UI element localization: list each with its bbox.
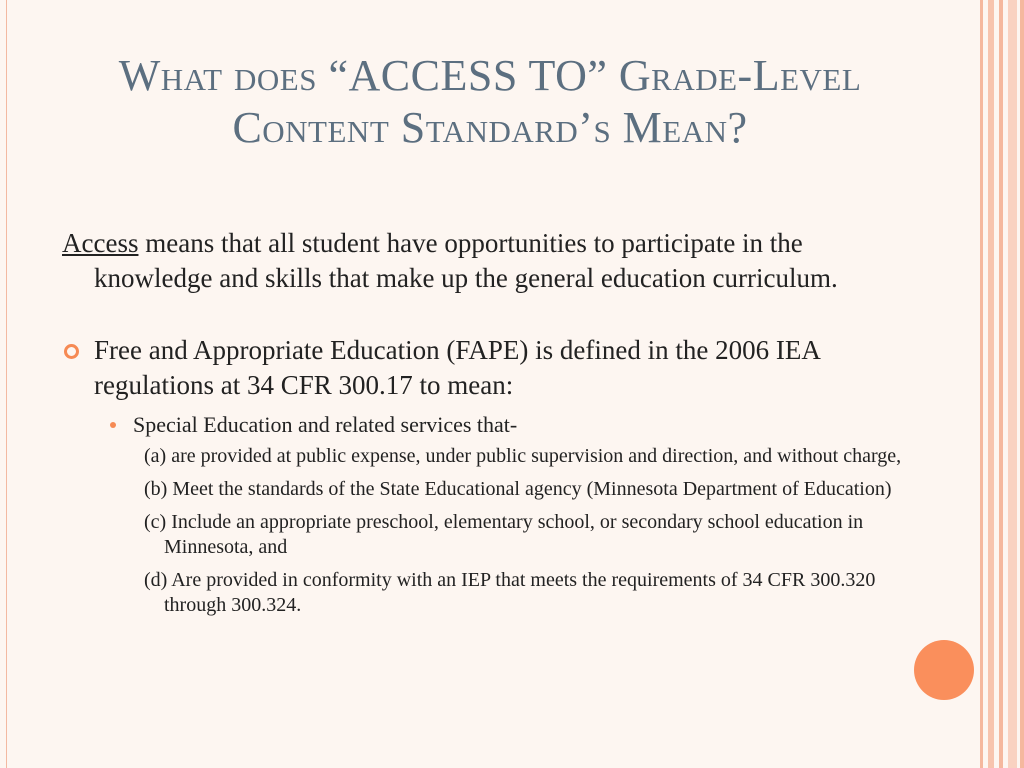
stripe — [1020, 0, 1024, 768]
slide-title — [40, 50, 940, 154]
stripe — [980, 0, 983, 768]
stripe — [999, 0, 1003, 768]
stripe — [988, 0, 994, 768]
dot-bullet-icon — [110, 422, 116, 428]
right-decorative-stripes — [974, 0, 1024, 768]
left-border-line — [6, 0, 7, 768]
fape-bullet — [62, 333, 902, 403]
decorative-circle — [914, 640, 974, 700]
slide-body — [62, 226, 902, 626]
access-definition-text: means that all student have opportunities to participate in the knowledge and skills that make up the general education curriculum. — [94, 228, 838, 293]
list-item: (b) Meet the standards of the State Educational agency (Minnesota Department of Education) — [144, 478, 892, 500]
access-term: Access — [62, 228, 139, 258]
stripe — [1008, 0, 1017, 768]
special-education-bullet — [62, 411, 902, 439]
list-item: (a) are provided at public expense, under public supervision and direction, and without charge, — [144, 445, 902, 467]
list-item: (c) Include an appropriate preschool, elementary school, or secondary school education in Minnesota, and — [144, 511, 864, 558]
access-definition — [62, 226, 902, 296]
ring-bullet-icon — [64, 344, 79, 359]
title-line-1: What does “ACCESS TO” Grade-Level — [118, 51, 862, 100]
special-education-text: Special Education and related services that- — [133, 412, 518, 437]
list-item: (d) Are provided in conformity with an IEP that meets the requirements of 34 CFR 300.320 through 300.324. — [144, 569, 876, 616]
fape-text: Free and Appropriate Education (FAPE) is defined in the 2006 IEA regulations at 34 CFR 300.17 to mean: — [94, 335, 820, 400]
title-line-2: Content Standard’s Mean? — [232, 103, 748, 152]
